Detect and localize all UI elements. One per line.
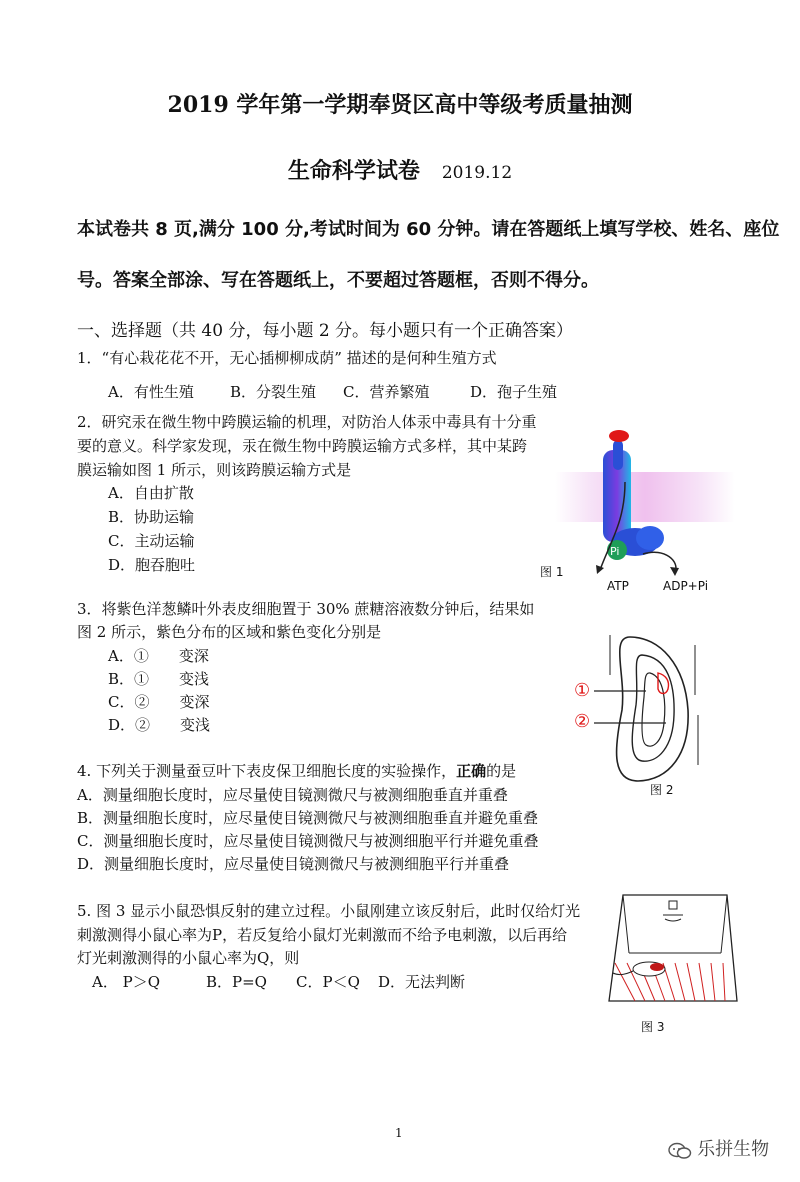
q3-option-d [108, 714, 210, 735]
q3-option-b-letter: B．① [108, 670, 150, 688]
figure-3 [605, 893, 740, 1013]
q5-stem-line-3: 灯光刺激测得的小鼠心率为Q，则 [77, 949, 300, 967]
watermark-text: 乐拼生物 [697, 1139, 770, 1160]
q4-option-d: D．测量细胞长度时，应尽量使目镜测微尺与被测细胞平行并重叠 [77, 855, 510, 873]
figure-2 [570, 635, 710, 785]
q1-option-d: D．孢子生殖 [470, 383, 558, 401]
svg-text:Pi: Pi [610, 545, 620, 558]
adp-label: ADP+Pi [663, 579, 709, 593]
q2-stem-line-2: 要的意义。科学家发现，汞在微生物中跨膜运输方式多样，其中某跨 [77, 437, 528, 455]
q3-stem-line-1: 3．将紫色洋葱鳞叶外表皮细胞置于 30% 蔗糖溶液数分钟后，结果如 [77, 600, 535, 618]
figure-2-label-1: ① [574, 680, 591, 701]
q1-stem: 1．“有心栽花花不开，无心插柳柳成荫” 描述的是何种生殖方式 [77, 349, 497, 367]
q2-stem-line-1: 2．研究汞在微生物中跨膜运输的机理，对防治人体汞中毒具有十分重 [77, 413, 537, 431]
subject-title: 生命科学试卷 [287, 158, 420, 184]
q2-option-d: D．胞吞胞吐 [108, 556, 196, 574]
figure-2-caption: 图 2 [650, 783, 674, 797]
q4-stem-text: 4. 下列关于测量蚕豆叶下表皮保卫细胞长度的实验操作， [77, 762, 457, 780]
q1-option-a: A．有性生殖 [108, 383, 194, 401]
q3-option-b-text: 变浅 [179, 670, 210, 688]
q2-option-a: A．自由扩散 [108, 484, 194, 502]
instructions-line-2: 号。答案全部涂、写在答题纸上，不要超过答题框，否则不得分。 [77, 270, 599, 291]
q5-option-b: B．P=Q [206, 973, 267, 991]
light-bulb-icon [663, 901, 683, 921]
q5-option-a: A． P＞Q [92, 973, 160, 991]
q3-option-a-letter: A．① [108, 647, 149, 665]
wechat-icon [668, 1141, 692, 1161]
figure-1-caption: 图 1 [540, 565, 564, 579]
q3-option-c [108, 691, 210, 712]
atp-label: ATP [607, 579, 629, 593]
exam-title: 2019 学年第一学期奉贤区高中等级考质量抽测 [167, 92, 633, 118]
q4-stem [77, 760, 516, 781]
q1-option-b: B．分裂生殖 [230, 383, 317, 401]
figure-3-caption: 图 3 [641, 1020, 665, 1034]
watermark [668, 1135, 769, 1161]
section-heading: 一、选择题（共 40 分，每小题 2 分。每小题只有一个正确答案） [77, 321, 574, 341]
q5-stem-line-1: 5. 图 3 显示小鼠恐惧反射的建立过程。小鼠刚建立该反射后，此时仅给灯光 [77, 902, 581, 920]
q4-stem-emphasis: 正确 [456, 762, 487, 780]
q3-option-b [108, 668, 209, 689]
instructions-line-1: 本试卷共 8 页,满分 100 分,考试时间为 60 分钟。请在答题纸上填写学校、姓名、座位 [77, 219, 780, 240]
figure-1 [555, 422, 735, 594]
q3-stem-line-2: 图 2 所示，紫色分布的区域和紫色变化分别是 [77, 623, 382, 641]
transporter-illustration [555, 422, 735, 594]
q5-stem-line-2: 刺激测得小鼠心率为P，若反复给小鼠灯光刺激而不给予电刺激，以后再给 [77, 926, 568, 944]
q4-option-c: C．测量细胞长度时，应尽量使目镜测微尺与被测细胞平行并避免重叠 [77, 832, 539, 850]
q4-option-b: B．测量细胞长度时，应尽量使目镜测微尺与被测细胞垂直并避免重叠 [77, 809, 539, 827]
q2-option-b: B．协助运输 [108, 508, 195, 526]
q3-option-d-letter: D．② [108, 716, 151, 734]
q1-option-c: C．营养繁殖 [343, 383, 430, 401]
q4-stem-tail: 的是 [486, 762, 517, 780]
subject-line [0, 154, 800, 185]
mouse-cage-illustration [605, 893, 740, 1013]
page-number: 1 [395, 1126, 403, 1140]
q5-option-d: D．无法判断 [378, 973, 466, 991]
q4-option-a: A．测量细胞长度时，应尽量使目镜测微尺与被测细胞垂直并重叠 [77, 786, 508, 804]
mercury-ion-icon [609, 430, 629, 442]
q3-option-d-text: 变浅 [180, 716, 211, 734]
q3-option-a-text: 变深 [178, 647, 209, 665]
q3-option-c-text: 变深 [179, 693, 210, 711]
q3-option-c-letter: C．② [108, 693, 150, 711]
q5-option-c: C．P＜Q [296, 973, 360, 991]
q2-option-c: C．主动运输 [108, 532, 195, 550]
exam-date: 2019.12 [441, 163, 513, 183]
q2-stem-line-3: 膜运输如图 1 所示，则该跨膜运输方式是 [77, 461, 352, 479]
onion-cell-illustration [570, 635, 710, 785]
figure-2-label-2: ② [574, 711, 591, 732]
q3-option-a [108, 645, 209, 666]
